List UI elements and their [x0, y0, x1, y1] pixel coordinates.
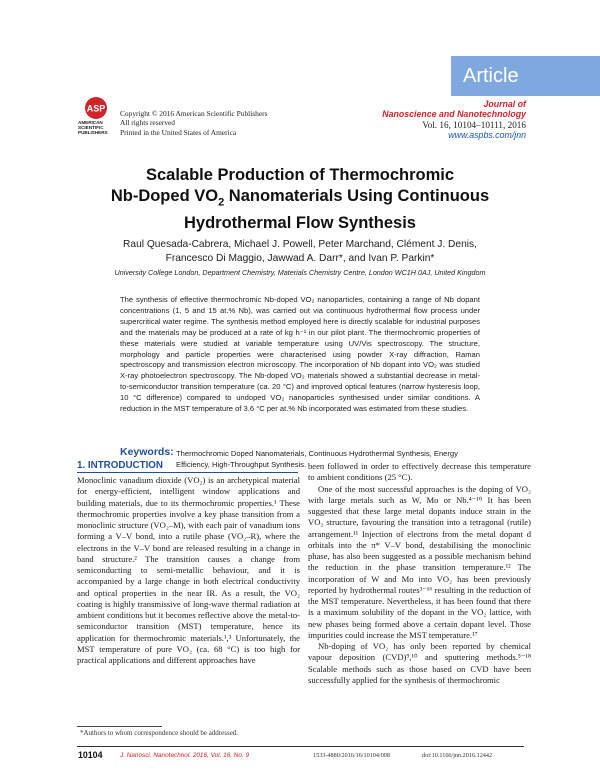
- paper-title: Scalable Production of Thermochromic Nb-Doped $VO_2$ Nanomaterials Using Continuous Hydrothermal Flow Synthesis: [110, 166, 490, 233]
- intro-paragraph-2: One of the most successful approaches is the doping of VO₂ with large metals such as W, Mo or Nb.⁴⁻¹⁰ It has been suggested that these large metal dopants induce strain in the VO₂ structure, favouring the transition into a tetragonal (rutile) arrangement.¹¹ Injection of electrons from the metal dopant d orbitals into the π* V–V bond, destabilising the monoclinic phase, has also been suggested as a possible mechanism behind the reduction in the phase transition temperature.¹² The incorporation of W and Mo into VO₂ has been previously reported by hydrothermal routes³⁻¹⁶ resulting in the reduction of the MST temperature. Nevertheless, it has been found that there is a maximum solubility of the dopant in the VO₂ lattice, with new phases being formed above a certain dopant level. Those impurities could increase the MST temperature.¹⁷: [308, 483, 531, 640]
- author-list: Raul Quesada-Cabrera, Michael J. Powell, Peter Marchand, Clément J. Denis, Francesco Di Maggio, Jawwad A. Darr*, and Ivan P. Parkin*: [123, 239, 477, 264]
- section-divider: [77, 472, 298, 473]
- keywords-label: Keywords:: [120, 446, 174, 458]
- body-column-right: [308, 461, 531, 686]
- publisher-name: AMERICAN SCIENTIFIC PUBLISHERS: [78, 120, 108, 136]
- body-column-left: [77, 475, 300, 666]
- footnote-divider: [77, 726, 162, 727]
- journal-volume: Vol. 16, 10104–10111, 2016: [422, 119, 526, 130]
- journal-title-line1: Journal of: [483, 99, 526, 109]
- affiliation: University College London, Department Chemistry, Materials Chemistry Centre, London WC1H 0AJ, United Kingdom: [114, 268, 486, 277]
- journal-website-link[interactable]: www.aspbs.com/jnn: [448, 130, 526, 141]
- copyright-notice: Copyright © 2016 American Scientific Publishers All rights reserved Printed in the United States of America: [120, 109, 268, 137]
- journal-title-line2: Nanoscience and Nanotechnology: [382, 109, 526, 120]
- intro-paragraph-continued: been followed in order to effectively decrease this temperature to ambient conditions (25 °C).: [308, 461, 531, 483]
- correspondence-footnote: *Authors to whom correspondence should be addressed.: [80, 729, 239, 737]
- article-type-tab: Article: [451, 56, 600, 96]
- intro-paragraph-1: Monoclinic vanadium dioxide (VO₂) is an archetypical material for energy-efficient, intelligent window applications and building materials, due to its thermochromic properties.¹ These thermochromic properties involve a key phase transition from a monoclinic structure (VO₂–M), with each pair of vanadium ions forming a V–V bond, into a rutile phase (VO₂–R), where the electrons in the V–V bond are released resulting in a change in band structure.² The transition causes a change from semiconducting to semi-metallic behaviour, and it is accompanied by a large change in both electrical conductivity and optical properties in the near IR. As a result, the VO₂ coating is highly transmissive of long-wave thermal radiation at ambient conditions but it becomes reflective above the metal-to-semiconductor transition (MST) temperature, hence its application for thermochromic materials.¹,³ Unfortunately, the MST temperature of pure VO₂ (ca. 68 °C) is too high for practical applications and different approaches have: [77, 475, 300, 665]
- logo-letters: ASP: [86, 103, 106, 114]
- abstract: The synthesis of effective thermochromic Nb-doped VO₂ nanoparticles, containing a range of Nb dopant concentrations (1, 5 and 15 at.% Nb), was carried out via continuous hydrothermal flow process under supercritical water regime. The synthesis method employed here is directly scalable for industrial purposes and the materials may be produced at a rate of kg h⁻¹ in our pilot plant. The thermochromic properties of these materials were studied at variable temperature using UV/Vis spectroscopy. The structure, morphology and particle properties were characterised using powder X-ray diffraction, Raman spectroscopy and transmission electron microscopy. The incorporation of Nb dopant into VO₂ was studied X-ray photoelectron spectroscopy. The Nb-doped VO₂ materials showed a substantial decrease in metal-to-semiconductor transition temperature (ca. 20 °C) and improved optical features (narrow hysteresis loop, 10 °C difference) compared to undoped VO₂ nanoparticles synthesised under similar conditions. A reduction in the MST temperature of 3.6 °C per at.% Nb incorporated was estimated from these studies.: [120, 295, 480, 414]
- footer-doi: doi:10.1166/jnn.2016.12442: [422, 752, 493, 759]
- footer-divider: [77, 746, 524, 747]
- intro-paragraph-3: Nb-doping of VO₂ has only been reported by chemical vapour deposition (CVD)⁹,¹⁰ and sputtering methods.⁵⁻¹⁸ Scalable methods such as those based on CVD have been successfully applied for the synthesis of thermochromic: [308, 641, 531, 685]
- journal-info: [382, 99, 526, 141]
- footer-journal-citation: J. Nanosci. Nanotechnol. 2016, Vol. 16, No. 9: [120, 752, 250, 759]
- section-heading-introduction: 1. INTRODUCTION: [77, 460, 163, 471]
- page-number: 10104: [78, 750, 103, 760]
- keywords-list: Thermochromic Doped Nanomaterials, Continuous Hydrothermal Synthesis, Energy Efficiency, High-Throughput Synthesis.: [176, 449, 458, 469]
- footer-issn: 1533-4880/2016/16/10104/008: [313, 752, 390, 759]
